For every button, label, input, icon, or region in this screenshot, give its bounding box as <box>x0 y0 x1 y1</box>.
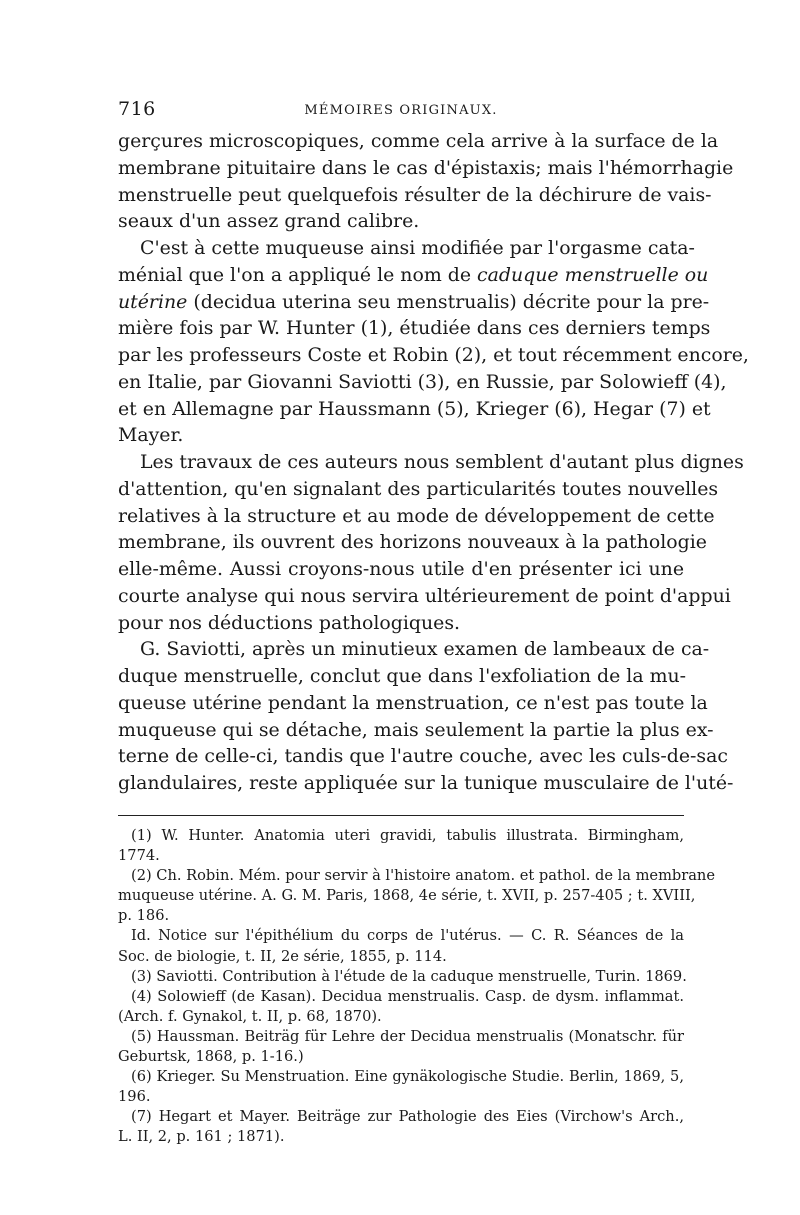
body-line: seaux d'un assez grand calibre. <box>118 210 420 233</box>
body-line: menstruelle peut quelquefois résulter de la déchirure de vais- <box>118 183 712 206</box>
page-header <box>118 98 684 124</box>
body-line: terne de celle-ci, tandis que l'autre couche, avec les culs-de-sac <box>118 745 728 768</box>
body-line: elle-même. Aussi croyons-nous utile d'en présenter ici une <box>118 558 684 580</box>
footnote-line: L. II, 2, p. 161 ; 1871). <box>118 1128 285 1146</box>
footnote-line: Soc. de biologie, t. II, 2e série, 1855, p. 114. <box>118 947 447 965</box>
body-fragment: (decidua uterina seu menstrualis) décrite pour la pre- <box>193 290 710 313</box>
footnote-line: Geburtsk, 1868, p. 1-16.) <box>118 1048 304 1066</box>
running-head: MÉMOIRES ORIGINAUX. <box>304 103 498 118</box>
body-line: mière fois par W. Hunter (1), étudiée dans ces derniers temps <box>118 317 711 340</box>
body-line: membrane, ils ouvrent des horizons nouveaux à la pathologie <box>118 531 707 554</box>
footnote-line: muqueuse utérine. A. G. M. Paris, 1868, 4e série, t. XVII, p. 257-405 ; t. XVIII, <box>118 887 696 905</box>
footnote-line: (3) Saviotti. Contribution à l'étude de la caduque menstruelle, Turin. 1869. <box>131 967 687 985</box>
footnote-line: p. 186. <box>118 907 170 925</box>
footnote-line: (4) Solowieff (de Kasan). Decidua menstrualis. Casp. de dysm. inflammat. <box>131 987 684 1005</box>
page-number: 716 <box>118 98 156 120</box>
footnotes <box>118 826 715 1148</box>
body-line <box>118 262 709 289</box>
body-line: courte analyse qui nous servira ultérieurement de point d'appui <box>118 584 731 607</box>
body-line: G. Saviotti, après un minutieux examen de lambeaux de ca- <box>140 638 710 661</box>
body-line: queuse utérine pendant la menstruation, ce n'est pas toute la <box>118 691 708 714</box>
body-line: Les travaux de ces auteurs nous semblent d'autant plus dignes <box>140 451 744 473</box>
footnote-line: (5) Haussman. Beiträg für Lehre der Decidua menstrualis (Monatschr. für <box>131 1027 684 1045</box>
footnote-line: (Arch. f. Gynakol, t. II, p. 68, 1870). <box>118 1007 382 1025</box>
footnote-line: (7) Hegart et Mayer. Beiträge zur Pathologie des Eies (Virchow's Arch., <box>131 1108 684 1126</box>
footnote-divider <box>118 815 684 816</box>
italic-term: utérine <box>118 290 188 313</box>
body-line: en Italie, par Giovanni Saviotti (3), en Russie, par Solowieff (4), <box>118 370 727 393</box>
body-line: membrane pituitaire dans le cas d'épistaxis; mais l'hémorrhagie <box>118 156 734 179</box>
body-line: d'attention, qu'en signalant des particularités toutes nouvelles <box>118 477 719 500</box>
body-line: glandulaires, reste appliquée sur la tunique musculaire de l'uté- <box>118 772 734 794</box>
body-line: duque menstruelle, conclut que dans l'exfoliation de la mu- <box>118 665 687 687</box>
body-line <box>118 289 710 316</box>
body-line: muqueuse qui se détache, mais seulement la partie la plus ex- <box>118 718 714 741</box>
footnote-line: (1) W. Hunter. Anatomia uteri gravidi, tabulis illustrata. Birmingham, <box>131 827 684 844</box>
body-line: pour nos déductions pathologiques. <box>118 611 461 634</box>
footnote-line: 196. <box>118 1088 151 1106</box>
body-line: et en Allemagne par Haussmann (5), Krieger (6), Hegar (7) et <box>118 397 711 420</box>
footnote-line: Id. Notice sur l'épithélium du corps de l'utérus. — C. R. Séances de la <box>131 927 684 945</box>
body-text <box>118 128 749 797</box>
italic-term: caduque menstruelle ou <box>477 263 709 286</box>
footnote-line: 1774. <box>118 847 160 865</box>
footnote-line: (6) Krieger. Su Menstruation. Eine gynäkologische Studie. Berlin, 1869, 5, <box>131 1068 684 1086</box>
body-line: Mayer. <box>118 424 184 447</box>
body-line: gerçures microscopiques, comme cela arrive à la surface de la <box>118 130 719 152</box>
body-line: relatives à la structure et au mode de développement de cette <box>118 504 715 527</box>
body-line: C'est à cette muqueuse ainsi modifiée par l'orgasme cata- <box>140 237 695 259</box>
body-fragment: ménial que l'on a appliqué le nom de <box>118 263 472 286</box>
footnote-line: (2) Ch. Robin. Mém. pour servir à l'histoire anatom. et pathol. de la membrane <box>131 867 715 885</box>
body-line: par les professeurs Coste et Robin (2), et tout récemment encore, <box>118 344 749 366</box>
